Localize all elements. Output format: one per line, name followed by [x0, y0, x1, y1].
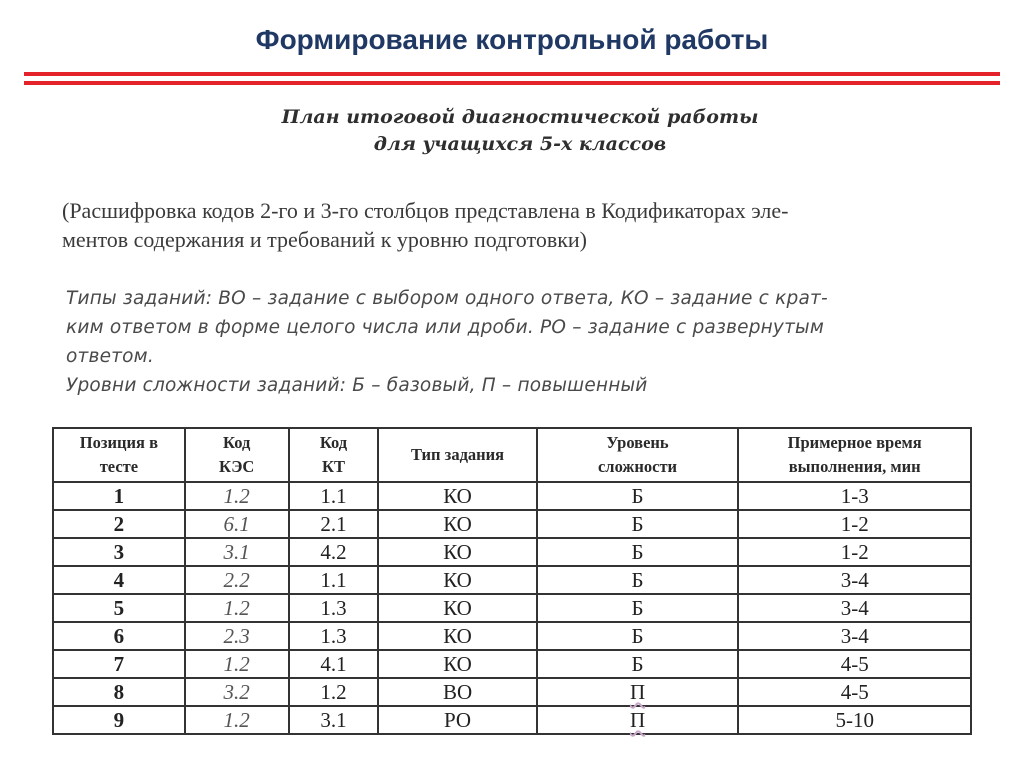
codes-decoding-note-line-1: (Расшифровка кодов 2-го и 3-го столбцов представлена в Кодификаторах эле- — [62, 198, 789, 223]
kes-code-cell: 1.2 — [185, 482, 289, 510]
time-cell: 4-5 — [738, 650, 971, 678]
kes-code-cell: 1.2 — [185, 594, 289, 622]
task-type-cell: КО — [378, 510, 536, 538]
time-cell: 1-2 — [738, 538, 971, 566]
table-row — [53, 622, 971, 650]
header-estimated-time: Примерное время выполнения, мин — [738, 428, 971, 482]
kt-code-cell: 1.1 — [289, 566, 379, 594]
kes-code-cell: 2.2 — [185, 566, 289, 594]
task-types-note — [66, 284, 966, 371]
position-cell: 1 — [53, 482, 185, 510]
document-title — [240, 104, 800, 158]
document-title-line-2: для учащихся 5-х классов — [373, 133, 667, 155]
task-type-cell: КО — [378, 566, 536, 594]
task-types-note-line-2: ким ответом в форме целого числа или дроби. РО – задание с развернутым — [66, 317, 825, 338]
position-cell: 8 — [53, 678, 185, 706]
title-divider-bottom — [24, 81, 1000, 85]
kt-code-cell: 4.2 — [289, 538, 379, 566]
difficulty-cell: Б — [537, 566, 739, 594]
header-difficulty-level: Уровень сложности — [537, 428, 739, 482]
kt-code-cell: 2.1 — [289, 510, 379, 538]
difficulty-cell: П — [537, 678, 739, 706]
header-kt-code: Код КТ — [289, 428, 379, 482]
position-cell: 2 — [53, 510, 185, 538]
kes-code-cell: 3.1 — [185, 538, 289, 566]
header-task-type: Тип задания — [378, 428, 536, 482]
table-header-row — [53, 428, 971, 482]
position-cell: 4 — [53, 566, 185, 594]
table-row — [53, 678, 971, 706]
difficulty-cell: Б — [537, 650, 739, 678]
kt-code-cell: 1.3 — [289, 622, 379, 650]
task-types-note-line-1: Типы заданий: ВО – задание с выбором одного ответа, КО – задание с крат- — [66, 288, 828, 309]
task-type-cell: ВО — [378, 678, 536, 706]
task-type-cell: РО — [378, 706, 536, 734]
time-cell: 3-4 — [738, 594, 971, 622]
kt-code-cell: 4.1 — [289, 650, 379, 678]
task-type-cell: КО — [378, 650, 536, 678]
difficulty-cell: Б — [537, 538, 739, 566]
difficulty-cell: П — [537, 706, 739, 734]
title-divider-top — [24, 72, 1000, 76]
codes-decoding-note — [62, 196, 962, 254]
difficulty-cell: Б — [537, 594, 739, 622]
time-cell: 3-4 — [738, 566, 971, 594]
kt-code-cell: 1.2 — [289, 678, 379, 706]
slide-title: Формирование контрольной работы — [255, 24, 769, 55]
position-cell: 6 — [53, 622, 185, 650]
header-kes-code: Код КЭС — [185, 428, 289, 482]
task-types-note-line-3: ответом. — [66, 346, 154, 367]
time-cell: 5-10 — [738, 706, 971, 734]
position-cell: 3 — [53, 538, 185, 566]
time-cell: 3-4 — [738, 622, 971, 650]
kes-code-cell: 3.2 — [185, 678, 289, 706]
test-plan-table — [52, 427, 972, 735]
table-row — [53, 706, 971, 734]
document-title-line-1: План итоговой диагностической работы — [281, 106, 759, 128]
header-position: Позиция в тесте — [53, 428, 185, 482]
table-row — [53, 510, 971, 538]
task-type-cell: КО — [378, 594, 536, 622]
position-cell: 9 — [53, 706, 185, 734]
kt-code-cell: 1.3 — [289, 594, 379, 622]
time-cell: 1-3 — [738, 482, 971, 510]
task-type-cell: КО — [378, 482, 536, 510]
kes-code-cell: 6.1 — [185, 510, 289, 538]
kt-code-cell: 1.1 — [289, 482, 379, 510]
difficulty-levels-note: Уровни сложности заданий: Б – базовый, П – повышенный — [66, 375, 648, 396]
table-body — [53, 482, 971, 734]
kes-code-cell: 1.2 — [185, 706, 289, 734]
difficulty-cell: Б — [537, 482, 739, 510]
table-row — [53, 566, 971, 594]
position-cell: 5 — [53, 594, 185, 622]
time-cell: 4-5 — [738, 678, 971, 706]
table-row — [53, 594, 971, 622]
position-cell: 7 — [53, 650, 185, 678]
table-row — [53, 482, 971, 510]
table-row — [53, 538, 971, 566]
task-type-cell: КО — [378, 622, 536, 650]
kt-code-cell: 3.1 — [289, 706, 379, 734]
task-type-cell: КО — [378, 538, 536, 566]
kes-code-cell: 2.3 — [185, 622, 289, 650]
codes-decoding-note-line-2: ментов содержания и требований к уровню подготовки) — [62, 227, 587, 252]
difficulty-cell: Б — [537, 510, 739, 538]
kes-code-cell: 1.2 — [185, 650, 289, 678]
table-row — [53, 650, 971, 678]
time-cell: 1-2 — [738, 510, 971, 538]
difficulty-cell: Б — [537, 622, 739, 650]
